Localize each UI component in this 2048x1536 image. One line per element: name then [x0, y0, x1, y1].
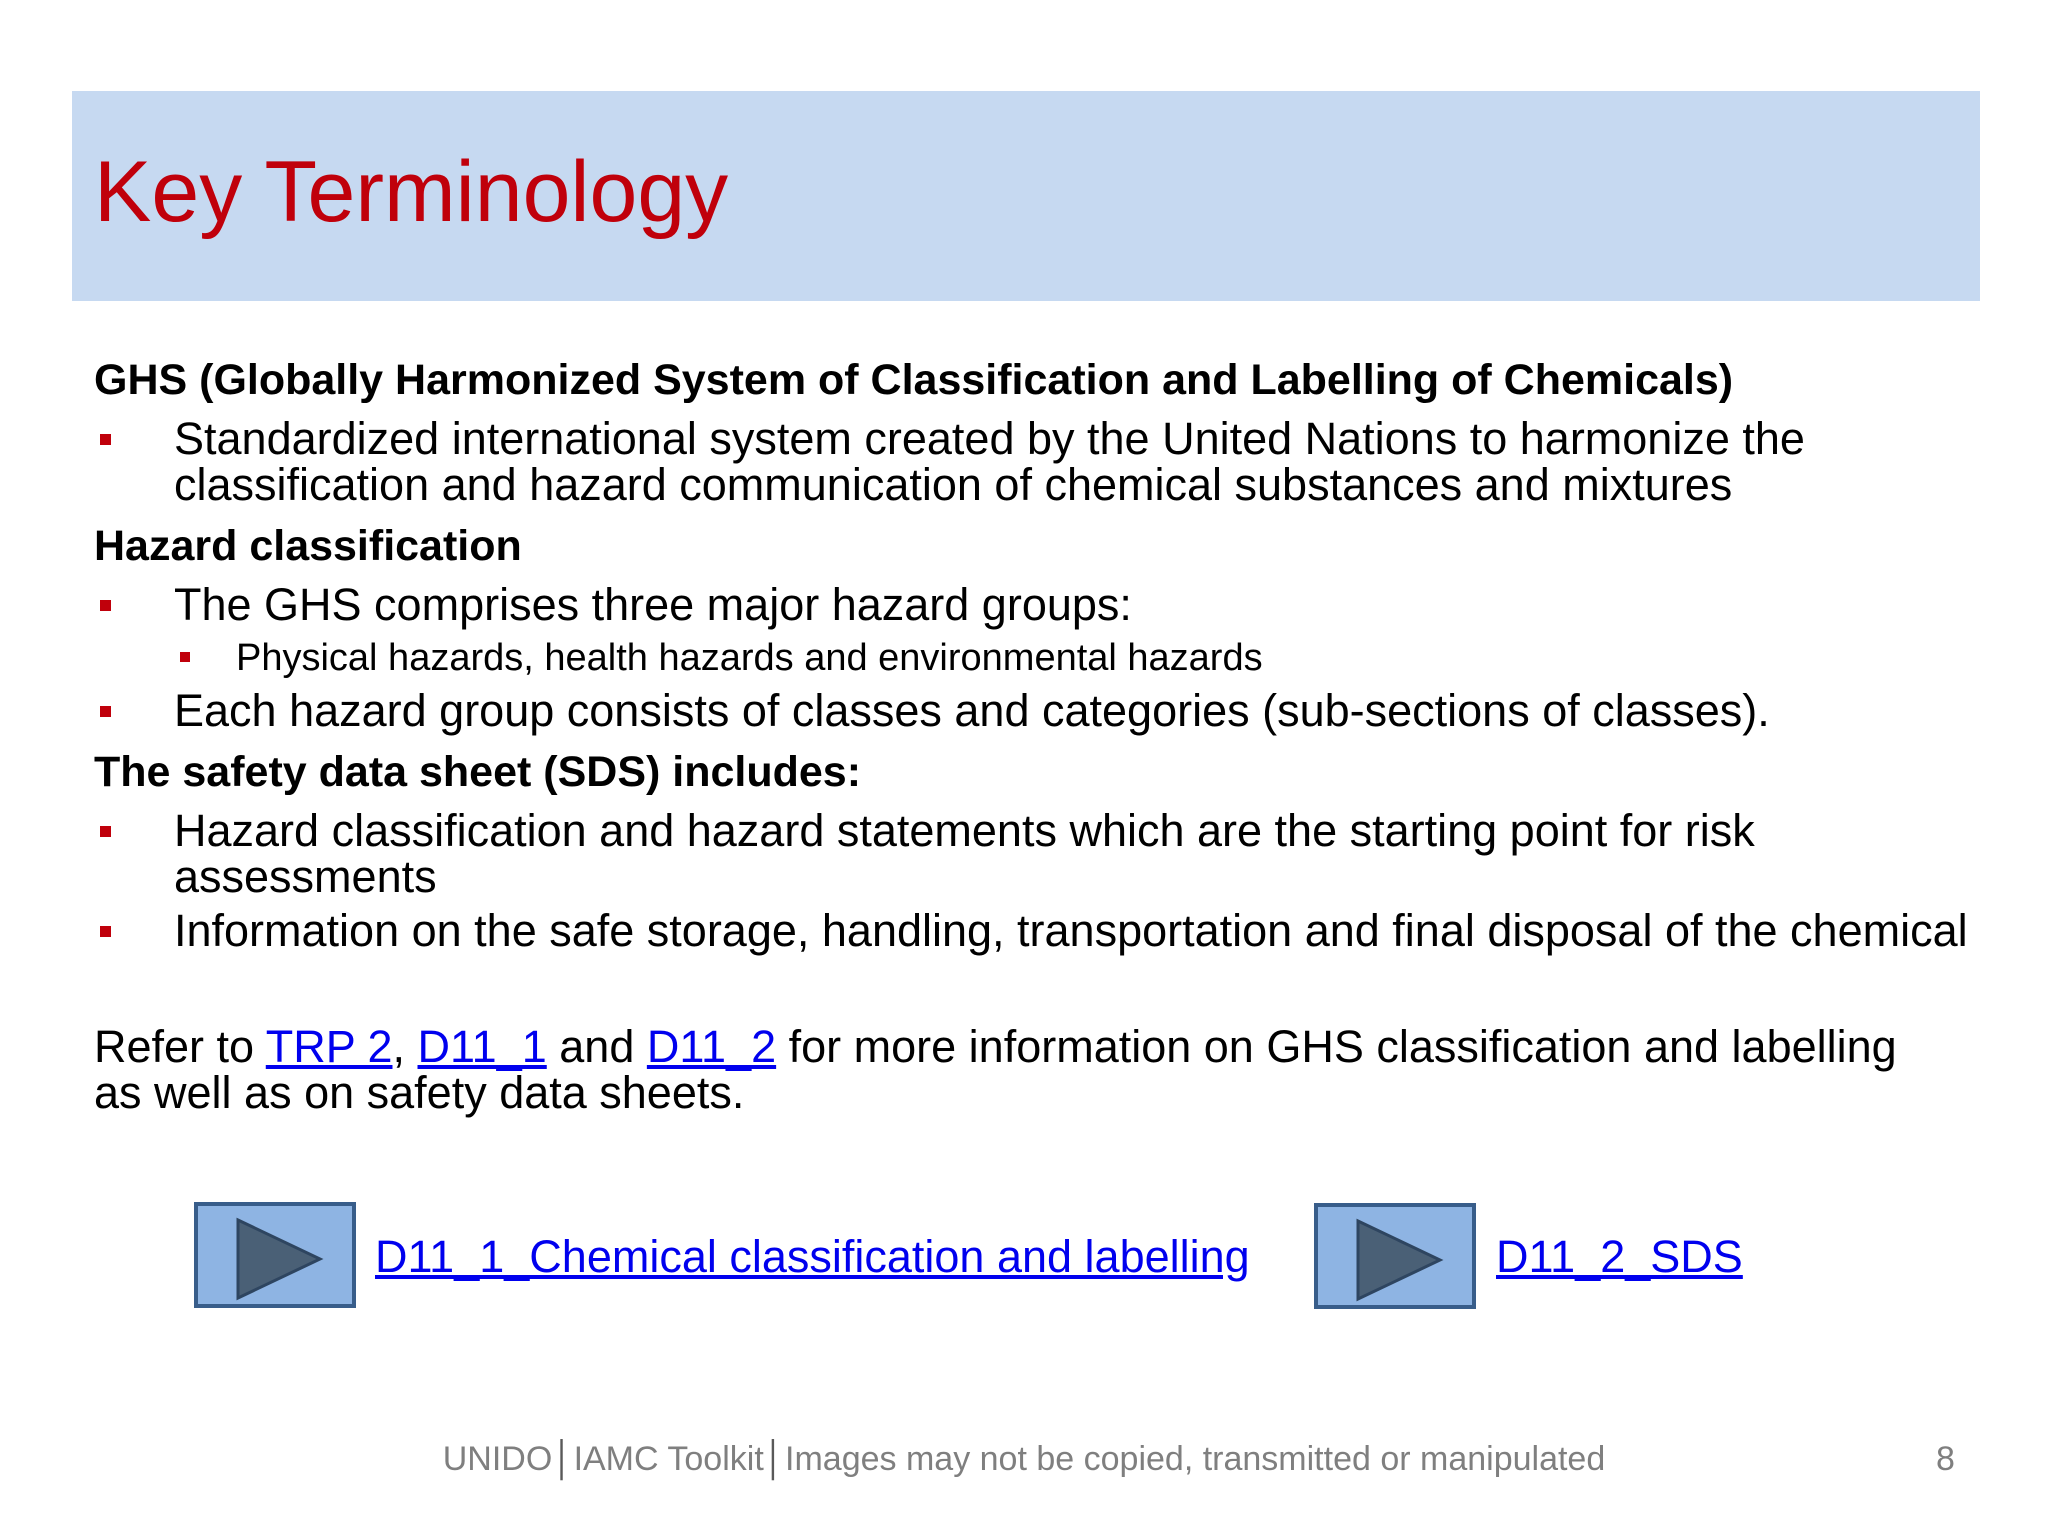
bullet-square-icon — [100, 434, 111, 445]
sds-bullet-2 — [94, 905, 1974, 956]
sds-bullet-1 — [94, 805, 1974, 902]
footer-notice: Images may not be copied, transmitted or manipulated — [785, 1440, 1606, 1478]
hazard-bullet-2-text: Each hazard group consists of classes and categories (sub-sections of classes). — [174, 685, 1770, 736]
d11-2-link[interactable]: D11_2 — [646, 1021, 777, 1072]
slide-content — [94, 350, 1974, 1116]
bullet-square-icon — [100, 826, 111, 837]
play-video-1-button[interactable] — [194, 1202, 356, 1308]
play-icon — [234, 1216, 324, 1302]
hazard-sub-bullet — [94, 636, 1974, 680]
hazard-bullet-1-text: The GHS comprises three major hazard groups: — [174, 579, 1132, 630]
d11-1-video-link[interactable]: D11_1_Chemical classification and labelling — [375, 1231, 1250, 1282]
sds-heading: The safety data sheet (SDS) includes: — [94, 748, 862, 796]
play-video-2-button[interactable] — [1314, 1203, 1476, 1309]
hazard-sub-bullet-text: Physical hazards, health hazards and environmental hazards — [236, 637, 1263, 679]
refer-prefix: Refer to — [94, 1021, 266, 1072]
footer-toolkit: IAMC Toolkit — [573, 1440, 764, 1478]
bullet-square-icon — [100, 706, 111, 717]
refer-suffix: for more information on GHS classification and labelling as well as on safety data sheets. — [94, 1021, 1897, 1118]
play-icon — [1354, 1217, 1444, 1303]
hazard-heading: Hazard classification — [94, 522, 522, 570]
trp2-link[interactable]: TRP 2 — [265, 1021, 393, 1072]
d11-1-link[interactable]: D11_1 — [417, 1021, 547, 1072]
footer-separator: │ — [763, 1440, 786, 1478]
bullet-square-icon — [100, 600, 111, 611]
sds-bullet-2-text: Information on the safe storage, handling, transportation and final disposal of the chemical — [174, 905, 1968, 956]
sds-bullet-1-text: Hazard classification and hazard statements which are the starting point for risk assessments — [174, 805, 1755, 902]
ghs-bullet-text: Standardized international system created by the United Nations to harmonize the classification and hazard communication of chemical substances and mixtures — [174, 413, 1805, 510]
footer-org: UNIDO — [442, 1440, 553, 1478]
ghs-bullet — [94, 413, 1974, 510]
ghs-heading: GHS (Globally Harmonized System of Classification and Labelling of Chemicals) — [94, 356, 1734, 404]
bullet-square-icon — [180, 652, 190, 662]
refer-paragraph — [94, 1021, 1914, 1118]
hazard-bullet-1 — [94, 579, 1974, 630]
bullet-square-icon — [100, 926, 111, 937]
hazard-bullet-2 — [94, 685, 1974, 736]
slide-title: Key Terminology — [94, 144, 729, 240]
footer — [0, 1440, 2048, 1479]
refer-comma: , — [392, 1021, 418, 1072]
refer-and: and — [546, 1021, 647, 1072]
footer-separator: │ — [552, 1440, 574, 1478]
page-number: 8 — [1936, 1440, 1955, 1478]
d11-2-video-link[interactable]: D11_2_SDS — [1496, 1231, 1743, 1282]
title-band — [72, 91, 1980, 301]
